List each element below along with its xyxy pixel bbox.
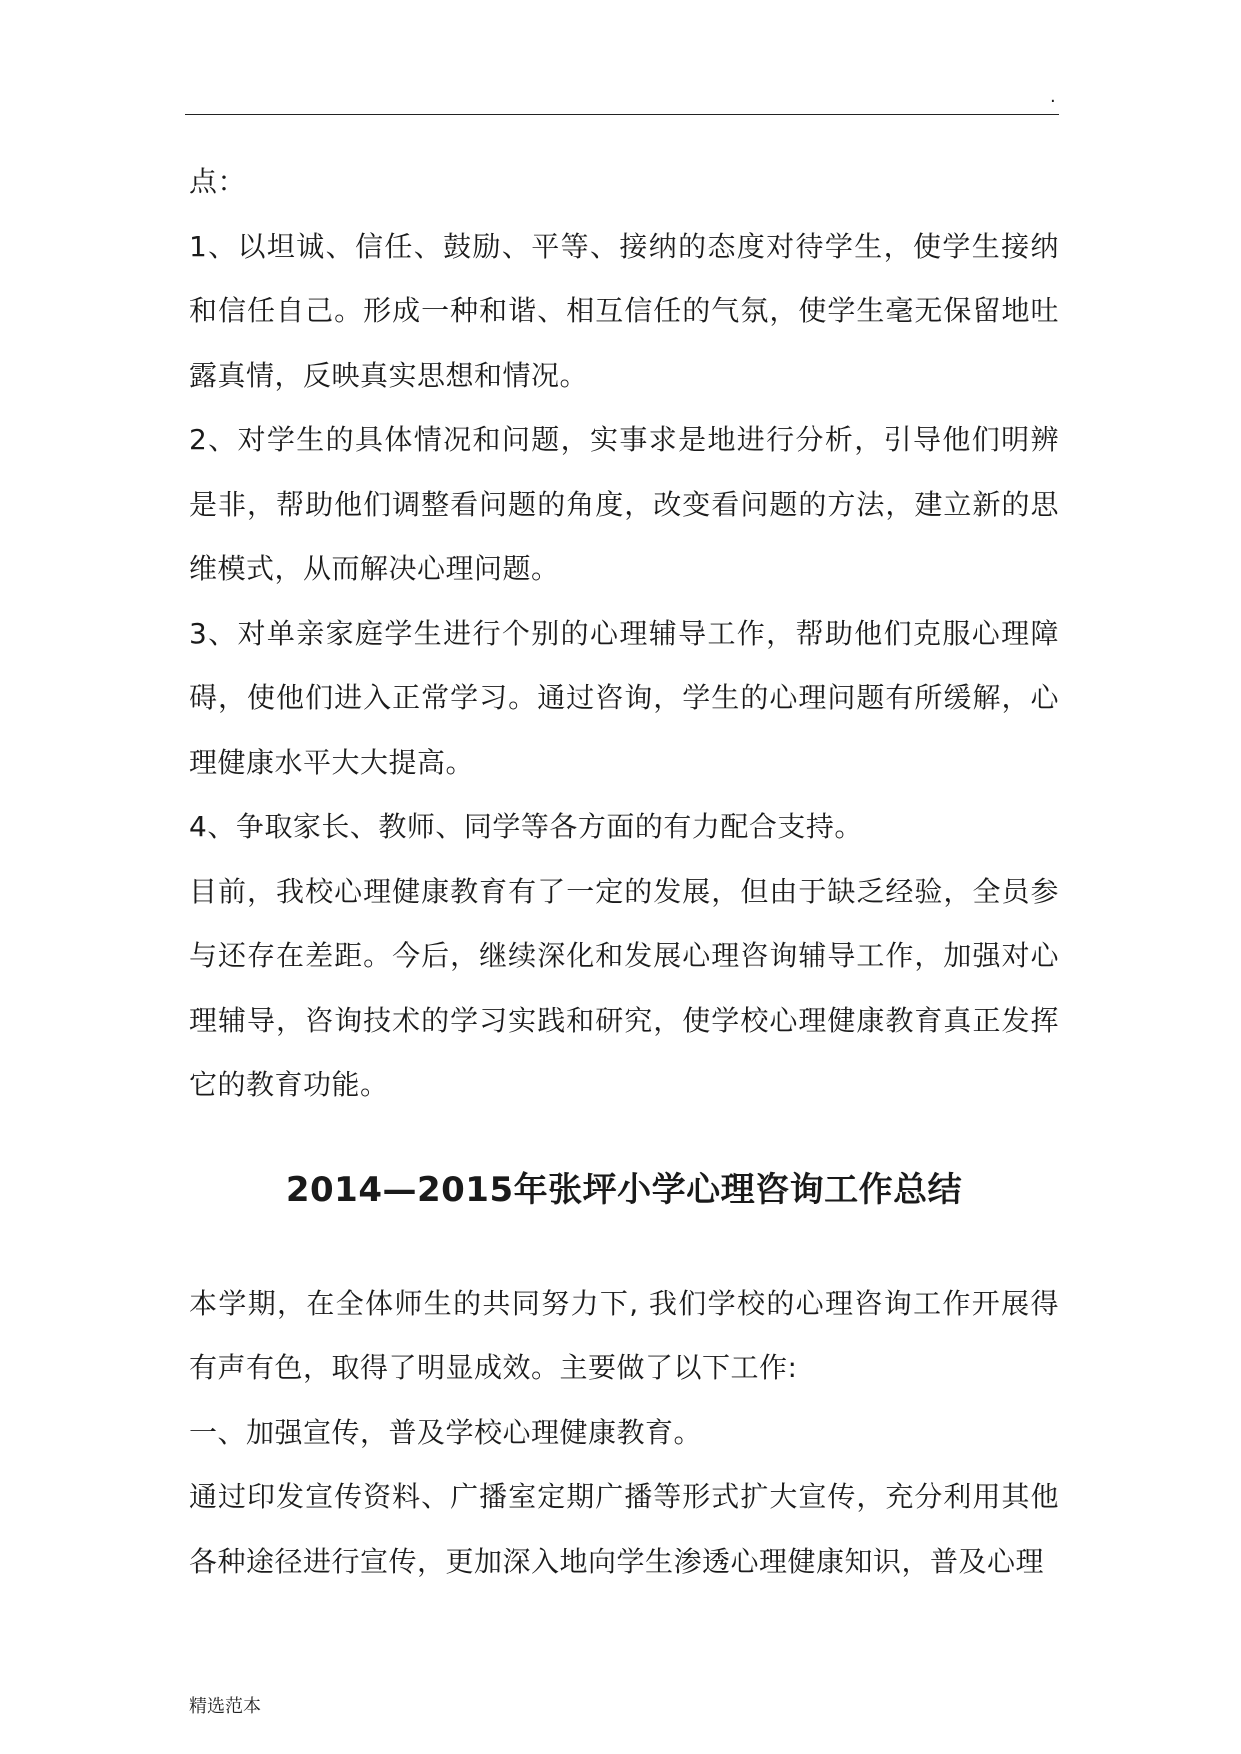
header-rule xyxy=(185,114,1059,115)
paragraph-5: 4、争取家长、教师、同学等各方面的有力配合支持。 xyxy=(189,810,863,843)
paragraph-4: 3、对单亲家庭学生进行个别的心理辅导工作，帮助他们克服心理障碍，使他们进入正常学习。通过咨询，学生的心理问题有所缓解，心理健康水平大大提高。 xyxy=(189,616,1059,779)
paragraph-9: 通过印发宣传资料、广播室定期广播等形式扩大宣传，充分利用其他各种途径进行宣传，更加深入地向学生渗透心理健康知识，普及心理 xyxy=(189,1480,1059,1578)
paragraph-6: 目前，我校心理健康教育有了一定的发展，但由于缺乏经验，全员参与还存在差距。今后，继续深化和发展心理咨询辅导工作，加强对心理辅导，咨询技术的学习实践和研究，使学校心理健康教育真正发挥它的教育功能。 xyxy=(189,874,1059,1101)
paragraph-2: 1、以坦诚、信任、鼓励、平等、接纳的态度对待学生，使学生接纳和信任自己。形成一种和谐、相互信任的气氛，使学生毫无保留地吐露真情，反映真实思想和情况。 xyxy=(189,229,1059,392)
paragraph-8: 一、加强宣传，普及学校心理健康教育。 xyxy=(189,1415,703,1449)
footer-text: 精选范本 xyxy=(189,1696,261,1717)
paragraph-7: 本学期，在全体师生的共同努力下, 我们学校的心理咨询工作开展得有声有色，取得了明显成效。主要做了以下工作: xyxy=(189,1286,1059,1384)
section-title: 2014—2015年张坪小学心理咨询工作总结 xyxy=(285,1169,963,1210)
paragraph-1: 点： xyxy=(189,165,247,198)
paragraph-3: 2、对学生的具体情况和问题，实事求是地进行分析，引导他们明辨是非，帮助他们调整看问题的角度，改变看问题的方法，建立新的思维模式，从而解决心理问题。 xyxy=(189,423,1059,585)
document-body xyxy=(189,150,1059,1594)
header-mark: . xyxy=(1050,86,1056,107)
